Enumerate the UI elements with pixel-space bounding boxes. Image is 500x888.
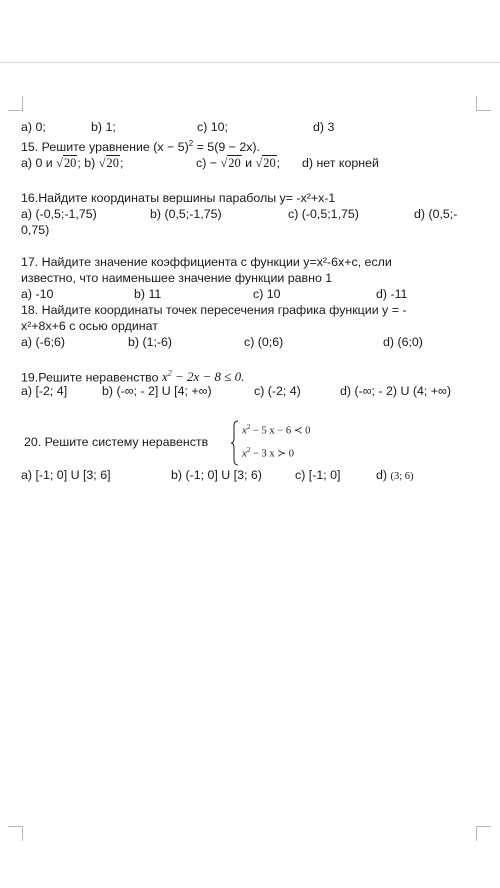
q17-title-line1: 17. Найдите значение коэффициента с функции у=х²-6х+с, если xyxy=(21,255,392,269)
curly-brace-icon xyxy=(230,420,240,466)
q20-answer-d: d) (3; 6) xyxy=(376,468,414,482)
q15-answer-c: с) − √20 и √20; xyxy=(196,156,281,170)
q20-inequality-1: $x^2 - 5$ x − 6 ≺ 0 xyxy=(242,423,311,437)
q20-inequality-system xyxy=(230,420,340,466)
q19-inequality: $x^2 - 2x - 8 \le 0$. xyxy=(161,369,245,385)
q16-title: 16.Найдите координаты вершины параболы y= -x²+x-1 xyxy=(21,191,336,205)
crop-mark-top-left xyxy=(8,96,23,111)
q20-answer-a: а) [-1; 0] U [3; 6] xyxy=(21,468,111,482)
q18-title-line1: 18. Найдите координаты точек пересечения графика функции у = - xyxy=(21,303,407,317)
q19-answer-a: а) [-2; 4] xyxy=(21,384,68,398)
q14-answer-c: c) 10; xyxy=(197,120,228,134)
q20-answer-b: b) (-1; 0] U [3; 6) xyxy=(171,468,262,482)
q20-inequality-2: $x^2 - 3$ x ≻ 0 xyxy=(242,446,294,460)
sqrt-symbol: √20 xyxy=(98,156,119,170)
q18-answer-a: а) (-6;6) xyxy=(21,335,66,349)
q17-answer-b: b) 11 xyxy=(134,287,162,301)
q19-answer-c: с) (-2; 4) xyxy=(254,384,301,398)
crop-mark-bottom-left xyxy=(8,826,23,841)
q17-answer-c: с) 10 xyxy=(253,287,281,301)
q17-answer-d: d) -11 xyxy=(376,287,408,301)
q17-title-line2: известно, что наименьшее значение функции равно 1 xyxy=(21,271,333,285)
sqrt-symbol: √20 xyxy=(255,156,276,170)
q19-answer-d: d) (-∞; - 2) U (4; +∞) xyxy=(340,384,451,398)
q15-answer-d: d) нет корней xyxy=(302,156,379,170)
q18-answer-b: b) (1;-6) xyxy=(128,335,173,349)
q14-answer-a: a) 0; xyxy=(21,120,46,134)
q14-answer-d: d) 3 xyxy=(313,120,335,134)
q18-answer-d: d) (6;0) xyxy=(383,335,423,349)
q18-title-line2: х²+8х+6 с осью ординат xyxy=(21,319,158,333)
q20-title: 20. Решите систему неравенств xyxy=(24,435,209,449)
q16-answer-a: а) (-0,5;-1,75) xyxy=(21,207,97,221)
q16-answer-c: с) (-0,5;1,75) xyxy=(288,207,359,221)
sqrt-symbol: √20 xyxy=(56,156,77,170)
sqrt-symbol: √20 xyxy=(220,156,241,170)
q15-title: 15. Решите уравнение $(х - 5)^2 = 5(9 - 2х)$. xyxy=(21,139,260,155)
q18-answer-c: с) (0;6) xyxy=(244,335,284,349)
q19-title: 19.Решите неравенство $x^2 - 2x - 8 \le 0$. xyxy=(21,369,245,385)
q17-answer-a: а) -10 xyxy=(21,287,54,301)
q14-answer-b: b) 1; xyxy=(91,120,116,134)
crop-mark-bottom-right xyxy=(476,826,491,841)
q16-answer-d-cont: 0,75) xyxy=(21,223,50,237)
q15-answers-ab: а) 0 и √20; b) √20; xyxy=(21,156,124,170)
crop-mark-top-right xyxy=(476,96,491,111)
q20-answer-c: с) [-1; 0] xyxy=(295,468,341,482)
page-separator xyxy=(0,62,500,63)
q16-answer-b: b) (0,5;-1,75) xyxy=(150,207,222,221)
q19-answer-b: b) (-∞; - 2] U [4; +∞) xyxy=(102,384,212,398)
q16-answer-d: d) (0,5;- xyxy=(414,207,458,221)
